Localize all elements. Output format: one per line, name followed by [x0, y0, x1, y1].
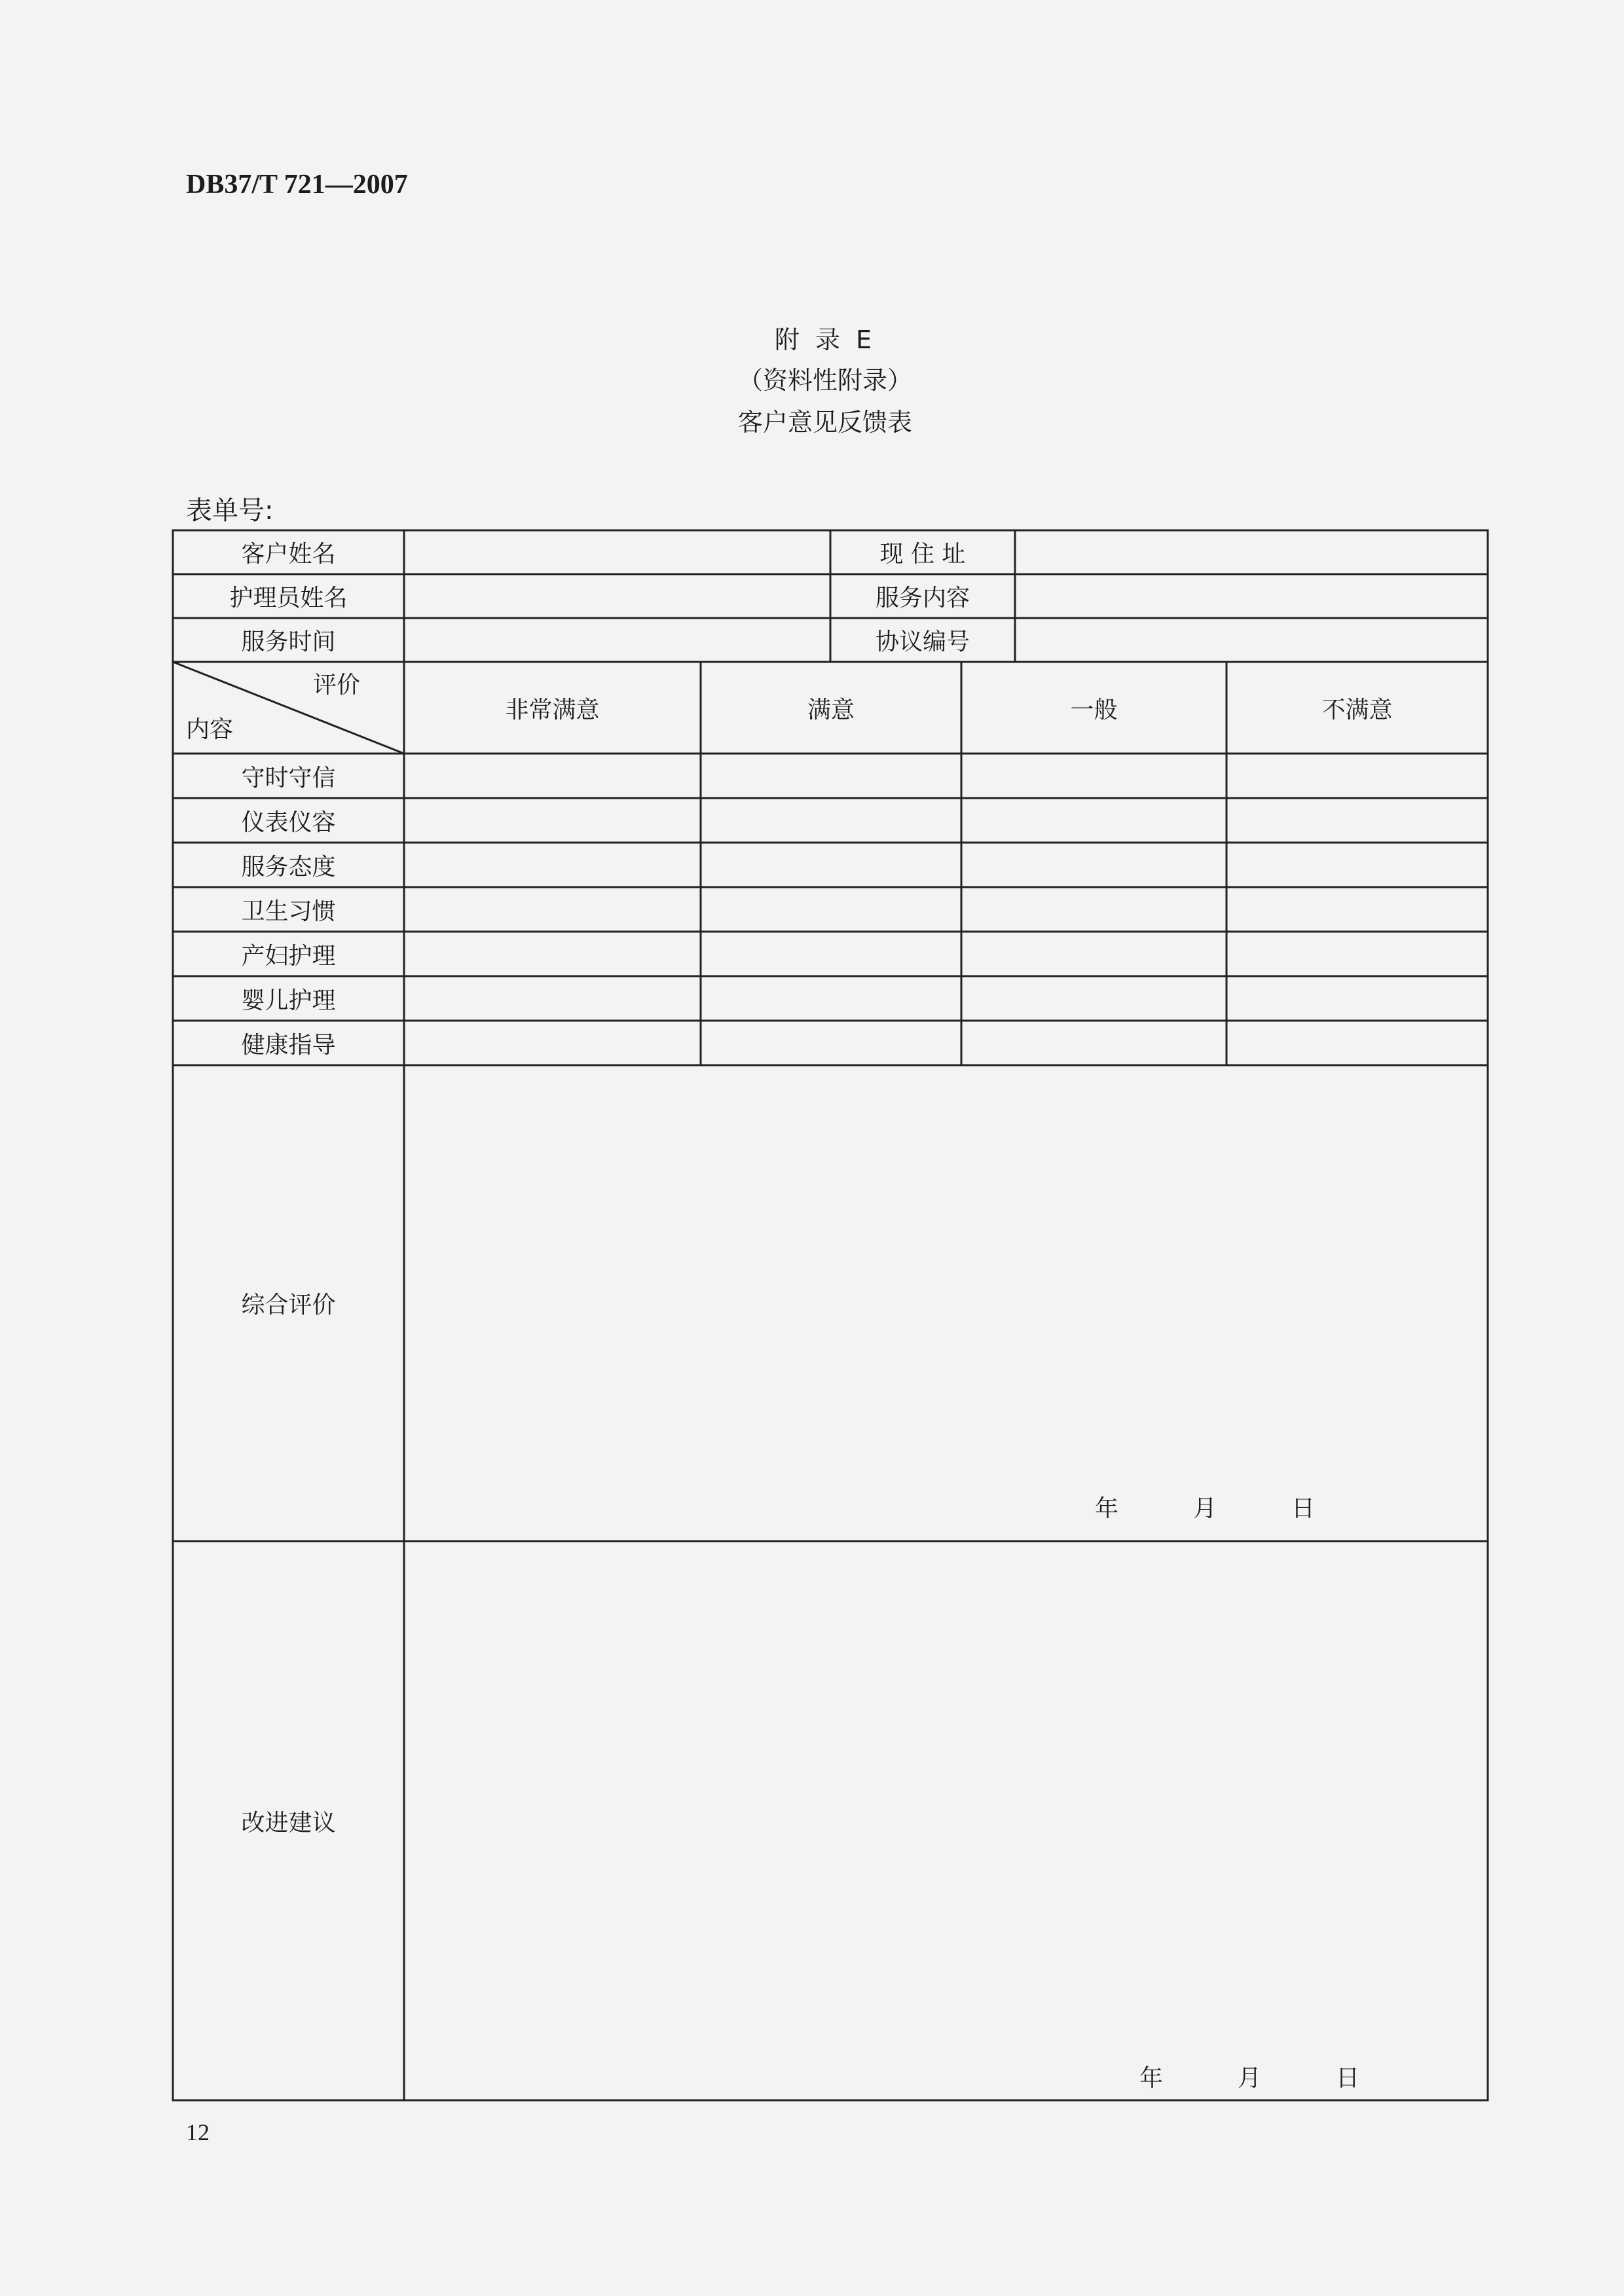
form-number-label: 表单号:: [186, 496, 274, 526]
improvement-suggestions-field[interactable]: [405, 1542, 1486, 2099]
appendix-title: 附 录 E: [774, 325, 876, 354]
service-time-field[interactable]: [405, 619, 829, 661]
overall-date-month: 月: [1193, 1495, 1217, 1522]
label-customer-name: 客户姓名: [241, 541, 336, 568]
label-service-time: 服务时间: [241, 629, 336, 655]
item-service-attitude: 服务态度: [241, 853, 336, 881]
overall-date-year: 年: [1095, 1495, 1119, 1522]
corner-label-rating: 评价: [313, 672, 361, 699]
label-agreement-number: 协议编号: [875, 629, 970, 655]
standard-number: DB37/T 721—2007: [186, 170, 408, 200]
service-content-field[interactable]: [1016, 575, 1486, 617]
improvement-suggestions-label: 改进建议: [241, 1809, 336, 1836]
label-current-address: 现 住 址: [879, 541, 966, 568]
suggestions-date-month: 月: [1238, 2065, 1262, 2092]
label-nurse-name: 护理员姓名: [229, 585, 348, 611]
appendix-type: （资料性附录）: [737, 366, 912, 395]
customer-name-field[interactable]: [405, 532, 829, 573]
column-average: 一般: [1070, 696, 1118, 723]
label-service-content: 服务内容: [875, 585, 970, 611]
corner-label-content: 内容: [186, 716, 234, 743]
column-very-satisfied: 非常满意: [505, 696, 600, 723]
form-title: 客户意见反馈表: [737, 408, 912, 437]
item-punctuality: 守时守信: [241, 764, 336, 792]
overall-date-day: 日: [1291, 1495, 1316, 1522]
nurse-name-field[interactable]: [405, 575, 829, 617]
agreement-number-field[interactable]: [1016, 619, 1486, 661]
item-infant-care: 婴儿护理: [241, 987, 336, 1014]
item-hygiene-habits: 卫生习惯: [241, 898, 336, 925]
item-health-guidance: 健康指导: [241, 1031, 336, 1059]
current-address-field[interactable]: [1016, 532, 1486, 573]
item-maternal-care: 产妇护理: [241, 942, 336, 970]
page-number: 12: [186, 2119, 210, 2145]
suggestions-date-year: 年: [1139, 2065, 1164, 2092]
item-appearance: 仪表仪容: [241, 809, 336, 836]
overall-evaluation-label: 综合评价: [241, 1292, 336, 1319]
column-dissatisfied: 不满意: [1321, 696, 1393, 723]
suggestions-date-day: 日: [1336, 2065, 1360, 2092]
overall-evaluation-field[interactable]: [405, 1066, 1486, 1540]
column-satisfied: 满意: [807, 696, 855, 723]
